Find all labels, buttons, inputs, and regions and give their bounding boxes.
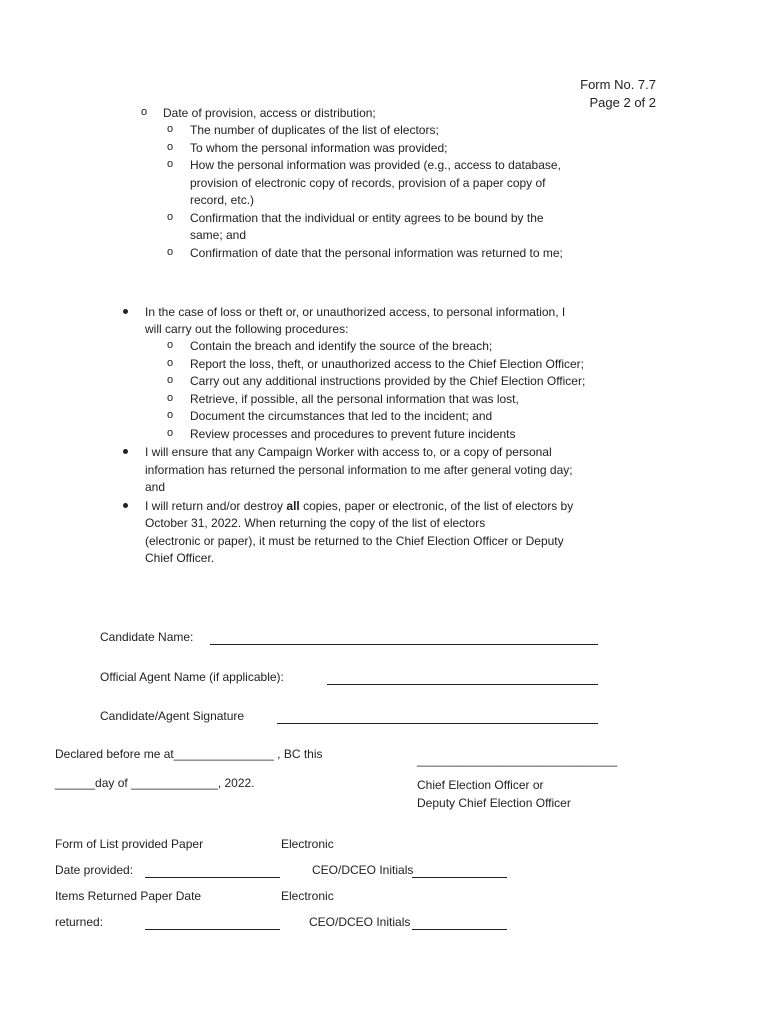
list-item: Document the circumstances that led to the incident; and	[190, 409, 493, 423]
circle-bullet-icon: o	[167, 141, 174, 153]
list-item: Carry out any additional instructions provided by the Chief Election Officer;	[190, 374, 586, 388]
paragraph-line: (electronic or paper), it must be returned to the Chief Election Officer or Deputy	[145, 534, 564, 548]
date-provided-label: Date provided:	[55, 863, 134, 877]
paragraph-line: and	[145, 480, 166, 494]
official-agent-field[interactable]	[327, 684, 598, 685]
ceo-initials-label: CEO/DCEO Initials	[309, 915, 411, 929]
list-item: Contain the breach and identify the source of the breach;	[190, 339, 493, 353]
text-run: copies, paper or electronic, of the list of electors by	[299, 499, 574, 513]
list-item: The number of duplicates of the list of electors;	[190, 123, 439, 137]
bullet-icon	[123, 449, 128, 454]
form-number: Form No. 7.7	[580, 77, 656, 92]
paragraph-line: October 31, 2022. When returning the copy of the list of electors	[145, 516, 486, 530]
list-item: Retrieve, if possible, all the personal information that was lost,	[190, 392, 519, 406]
ceo-initials-field[interactable]	[412, 929, 507, 930]
circle-bullet-icon: o	[167, 427, 174, 439]
paragraph-line: In the case of loss or theft or, or unauthorized access, to personal information, I	[145, 305, 566, 319]
list-item-continued: provision of electronic copy of records, provision of a paper copy of	[190, 176, 546, 190]
paragraph-line: will carry out the following procedures:	[145, 322, 349, 336]
paragraph-line: Chief Officer.	[145, 551, 215, 565]
ceo-initials-label: CEO/DCEO Initials	[312, 863, 414, 877]
circle-bullet-icon: o	[167, 246, 174, 258]
signature-label: Candidate/Agent Signature	[100, 709, 245, 723]
candidate-name-field[interactable]	[210, 644, 598, 645]
page-number: Page 2 of 2	[589, 95, 656, 110]
declared-before-text: Declared before me at_______________ , BC this	[55, 747, 323, 761]
signature-field[interactable]	[277, 723, 598, 724]
list-item: Confirmation of date that the personal information was returned to me;	[190, 246, 563, 260]
officer-title-line2: Deputy Chief Election Officer	[417, 796, 571, 810]
items-returned-label: Items Returned Paper Date	[55, 889, 202, 903]
text-run: I will return and/or destroy	[145, 499, 287, 513]
paragraph-line	[145, 498, 573, 515]
ceo-initials-field[interactable]	[412, 877, 507, 878]
circle-bullet-icon: o	[167, 409, 174, 421]
list-item: How the personal information was provided (e.g., access to database,	[190, 158, 561, 172]
paragraph-line: information has returned the personal information to me after general voting day;	[145, 463, 573, 477]
emphasis-text: all	[286, 499, 300, 513]
electronic-label: Electronic	[281, 837, 334, 851]
candidate-name-label: Candidate Name:	[100, 630, 194, 644]
list-item: Date of provision, access or distribution;	[163, 106, 376, 120]
declaration-date-text: ______day of _____________, 2022.	[55, 776, 255, 790]
list-item-continued: record, etc.)	[190, 193, 255, 207]
date-returned-field[interactable]	[145, 929, 280, 930]
list-item-continued: same; and	[190, 228, 247, 242]
circle-bullet-icon: o	[167, 123, 174, 135]
paragraph-line: I will ensure that any Campaign Worker with access to, or a copy of personal	[145, 445, 552, 459]
circle-bullet-icon: o	[167, 357, 174, 369]
officer-title-line1: Chief Election Officer or	[417, 778, 544, 792]
circle-bullet-icon: o	[167, 339, 174, 351]
form-of-list-label: Form of List provided Paper	[55, 837, 204, 851]
circle-bullet-icon: o	[141, 106, 148, 118]
circle-bullet-icon: o	[167, 211, 174, 223]
officer-signature-line[interactable]: ______________________________	[417, 753, 618, 767]
list-item: Review processes and procedures to prevent future incidents	[190, 427, 516, 441]
date-provided-field[interactable]	[145, 877, 280, 878]
bullet-icon	[123, 503, 128, 508]
circle-bullet-icon: o	[167, 374, 174, 386]
official-agent-label: Official Agent Name (if applicable):	[100, 670, 284, 684]
circle-bullet-icon: o	[167, 392, 174, 404]
list-item: To whom the personal information was provided;	[190, 141, 448, 155]
circle-bullet-icon: o	[167, 158, 174, 170]
list-item: Confirmation that the individual or entity agrees to be bound by the	[190, 211, 544, 225]
list-item: Report the loss, theft, or unauthorized access to the Chief Election Officer;	[190, 357, 584, 371]
returned-label: returned:	[55, 915, 104, 929]
bullet-icon	[123, 309, 128, 314]
form-header	[580, 76, 656, 112]
electronic-label: Electronic	[281, 889, 334, 903]
